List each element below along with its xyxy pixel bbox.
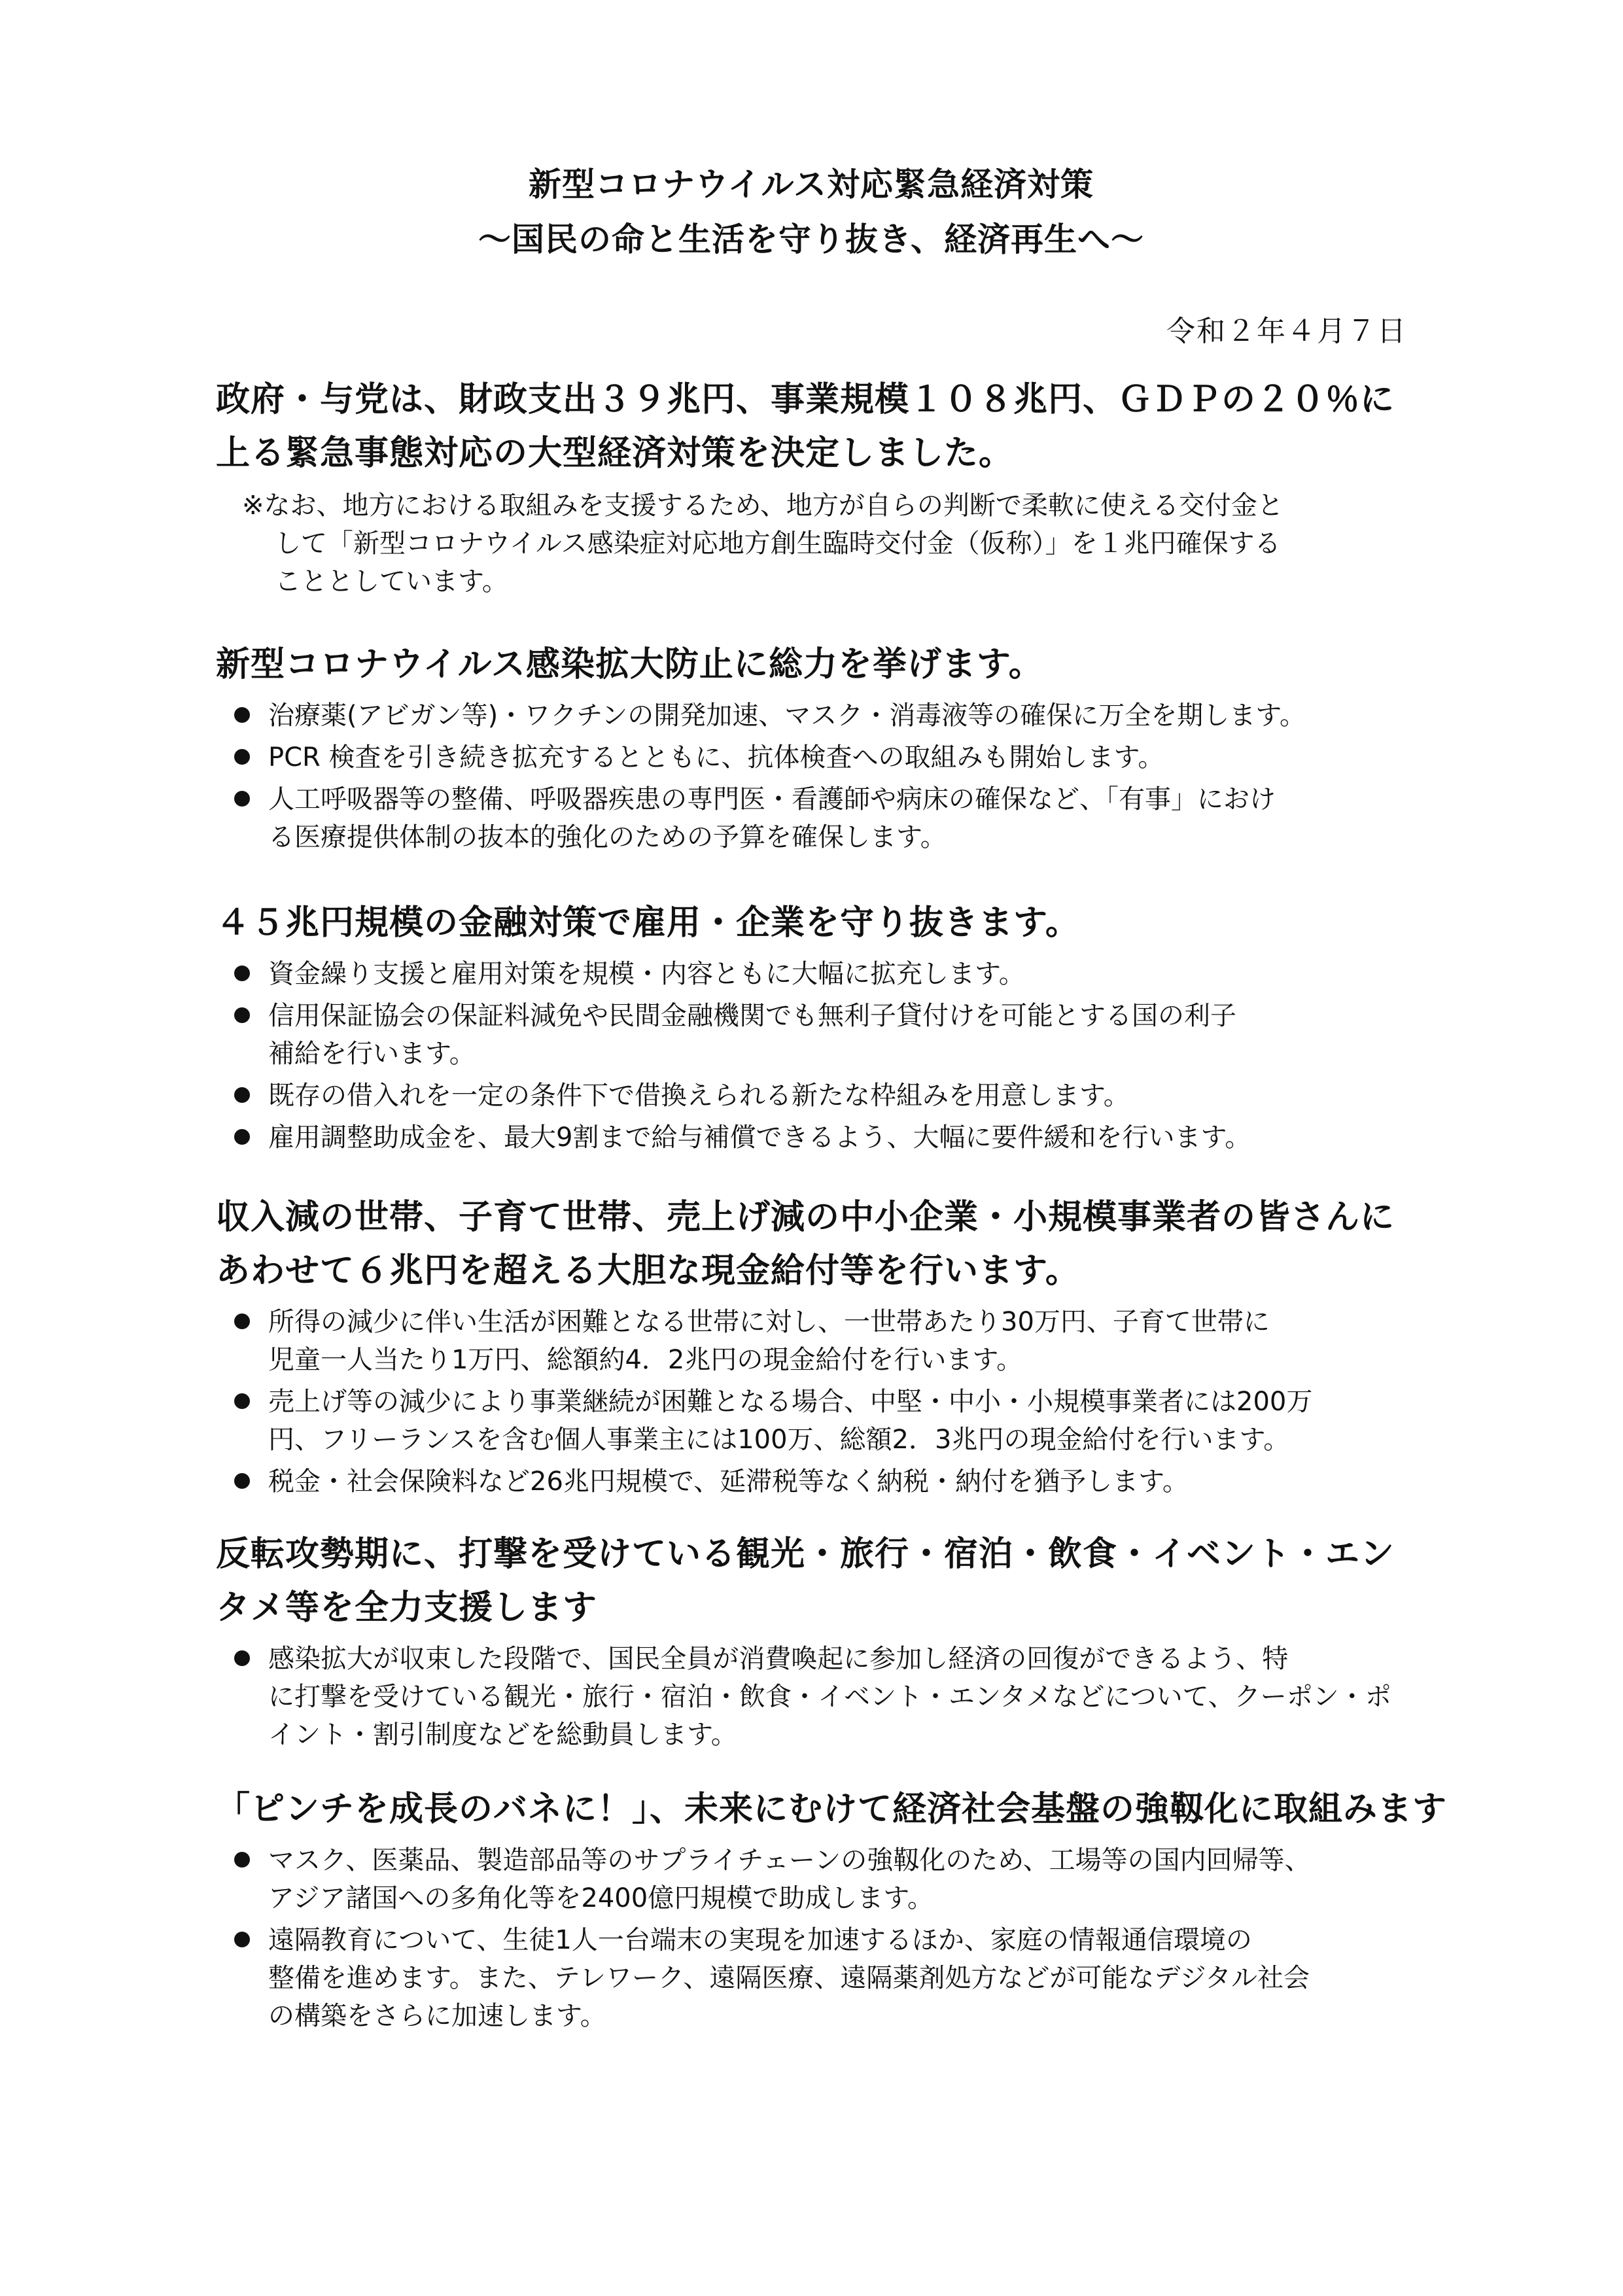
list-item-text: 人工呼吸器等の整備、呼吸器疾患の専門医・看護師や病床の確保など、「有事」におけ る医療提供体制の抜本的強化のための予算を確保します。 [268, 784, 1276, 852]
list-item [216, 1640, 1426, 1754]
bullet-dot-icon [234, 1650, 250, 1666]
section-cash-benefits [216, 1191, 1426, 1505]
heading-line: ４５兆円規模の金融対策で雇用・企業を守り抜きます。 [216, 903, 1080, 943]
bullet-dot-icon [234, 1129, 250, 1145]
document-title: 新型コロナウイルス対応緊急経済対策 [529, 165, 1094, 203]
heading-line: 政府・与党は、財政支出３９兆円、事業規模１０８兆円、ＧＤＰの２０％に [216, 380, 1395, 419]
intro-section [216, 373, 1426, 600]
list-item [216, 1077, 1426, 1115]
section-financial-measures [216, 896, 1426, 1160]
bullet-list [216, 697, 1426, 856]
list-item-text: 治療薬(アビガン等)・ワクチンの開発加速、マスク・消毒液等の確保に万全を期します。 [268, 701, 1306, 731]
document-date: 令和２年４月７日 [1166, 315, 1407, 348]
bullet-dot-icon [234, 1007, 250, 1023]
title-block [196, 157, 1426, 267]
intro-note: ※なお、地方における取組みを支援するため、地方が自らの判断で柔軟に使える交付金と して「新型コロナウイルス感染症対応地方創生臨時交付金（仮称）」を１兆円確保する こととしています。 [242, 491, 1283, 597]
intro-heading [216, 373, 1426, 480]
list-item [216, 1463, 1426, 1501]
list-item-text: マスク、医薬品、製造部品等のサプライチェーンの強靱化のため、工場等の国内回帰等、 アジア諸国への多角化等を2400億円規模で助成します。 [268, 1845, 1311, 1913]
list-item [216, 739, 1426, 776]
heading-line: 新型コロナウイルス感染拡大防止に総力を挙げます。 [216, 645, 1043, 684]
list-item-text: 売上げ等の減少により事業継続が困難となる場合、中堅・中小・小規模事業者には200万 円、フリーランスを含む個人事業主には100万、総額2．3兆円の現金給付を行います。 [268, 1387, 1313, 1455]
list-item-text: 感染拡大が収束した段階で、国民全員が消費喚起に参加し経済の回復ができるよう、特 に打撃を受けている観光・旅行・宿泊・飲食・イベント・エンタメなどについて、クーポン・ポ イント・割引制度などを総動員します。 [268, 1644, 1391, 1750]
list-item-text: 信用保証協会の保証料減免や民間金融機関でも無利子貸付けを可能とする国の利子 補給を行います。 [268, 1001, 1236, 1069]
heading-line: 上る緊急事態対応の大型経済対策を決定しました。 [216, 434, 1014, 473]
list-item [216, 1303, 1426, 1379]
list-item-text: PCR 検査を引き続き拡充するとともに、抗体検査への取組みも開始します。 [268, 742, 1164, 773]
bullet-list [216, 955, 1426, 1157]
bullet-dot-icon [234, 1393, 250, 1409]
bullet-dot-icon [234, 1852, 250, 1868]
bullet-dot-icon [234, 1087, 250, 1103]
section-tourism-support [216, 1527, 1426, 1758]
heading-line: 収入減の世帯、子育て世帯、売上げ減の中小企業・小規模事業者の皆さんに [216, 1198, 1395, 1237]
bullet-dot-icon [234, 749, 250, 765]
bullet-dot-icon [234, 1313, 250, 1329]
heading-line: タメ等を全力支援します [216, 1588, 598, 1627]
bullet-dot-icon [234, 791, 250, 807]
bullet-list [216, 1303, 1426, 1501]
list-item [216, 997, 1426, 1073]
list-item [216, 1841, 1426, 1917]
section-heading [216, 896, 1426, 950]
section-heading [216, 1527, 1426, 1635]
list-item [216, 1921, 1426, 2035]
list-item-text: 資金繰り支援と雇用対策を規模・内容ともに大幅に拡充します。 [268, 959, 1025, 989]
document-subtitle: ～国民の命と生活を守り抜き、経済再生へ～ [478, 220, 1144, 258]
bullet-list [216, 1841, 1426, 2035]
bullet-dot-icon [234, 1473, 250, 1489]
list-item [216, 955, 1426, 993]
bullet-dot-icon [234, 965, 250, 981]
section-infrastructure [216, 1783, 1448, 2039]
list-item-text: 所得の減少に伴い生活が困難となる世帯に対し、一世帯あたり30万円、子育て世帯に 児童一人当たり1万円、総額約4．2兆円の現金給付を行います。 [268, 1307, 1270, 1375]
list-item [216, 1119, 1426, 1157]
bullet-dot-icon [234, 1932, 250, 1947]
section-heading [216, 1191, 1426, 1298]
section-infection-control [216, 638, 1426, 860]
list-item-text: 遠隔教育について、生徒1人一台端末の実現を加速するほか、家庭の情報通信環境の 整備を進めます。また、テレワーク、遠隔医療、遠隔薬剤処方などが可能なデジタル社会 の構築をさらに加速します。 [268, 1925, 1310, 2031]
bullet-list [216, 1640, 1426, 1754]
section-heading [216, 1783, 1448, 1836]
bullet-dot-icon [234, 707, 250, 723]
heading-line: あわせて６兆円を超える大胆な現金給付等を行います。 [216, 1251, 1080, 1291]
list-item-text: 既存の借入れを一定の条件下で借換えられる新たな枠組みを用意します。 [268, 1081, 1130, 1111]
list-item [216, 780, 1426, 856]
section-heading [216, 638, 1426, 691]
heading-line: 「ピンチを成長のバネに！」、未来にむけて経済社会基盤の強靱化に取組みます [216, 1790, 1448, 1829]
heading-line: 反転攻勢期に、打撃を受けている観光・旅行・宿泊・飲食・イベント・エン [216, 1535, 1395, 1574]
list-item [216, 1383, 1426, 1459]
list-item [216, 697, 1426, 735]
list-item-text: 税金・社会保険料など26兆円規模で、延滞税等なく納税・納付を猶予します。 [268, 1467, 1189, 1497]
list-item-text: 雇用調整助成金を、最大9割まで給与補償できるよう、大幅に要件緩和を行います。 [268, 1122, 1251, 1153]
